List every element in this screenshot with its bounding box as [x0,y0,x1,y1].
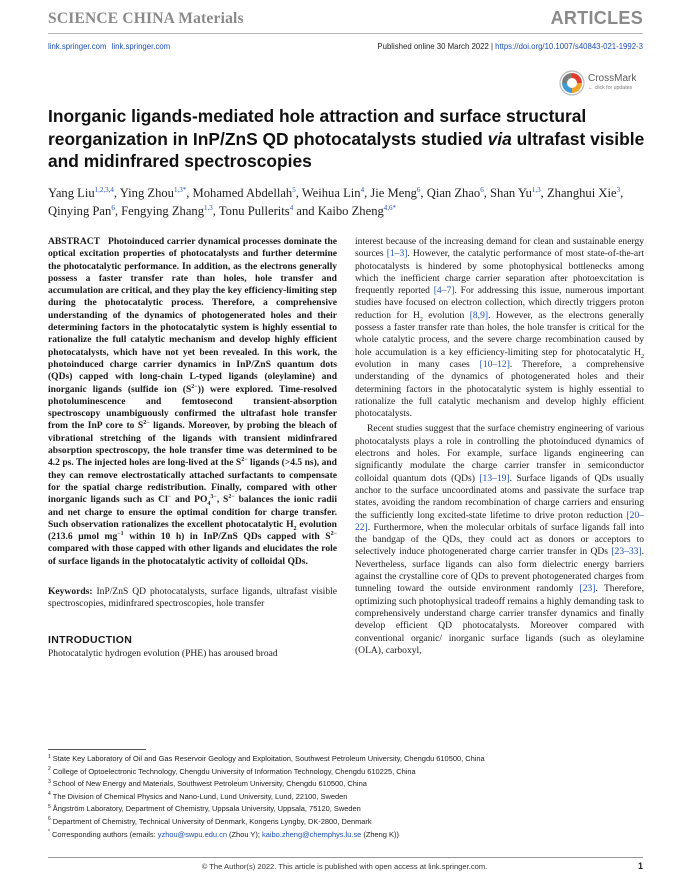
page-number: 1 [637,861,643,871]
author: Tonu Pullerits$^4$ [218,203,294,218]
citation-link[interactable]: [20–22] [355,509,644,533]
footer-divider [48,857,643,858]
body-paragraph-1: interest because of the increasing demand for clean and sustainable energy sources [1–3]. However, the catalytic performance of most state-of-the-art photocatalysts is hindered by some photophysical bottlenecks among which the inefficient charge carrier separation after photoexcitation is frequently reported [4–7]. For addressing this issue, numerous important studies have focused on electron collection, which directly triggers proton reduction for $H_2$ evolution [8,9]. However, as the electrons generally possess a faster transfer rate than holes, the hole transfer is critical for the whole catalytic process, and the severe charge recombination caused by hole accumulation is a key efficiency-limiting step for photocatalytic $H_2$ evolution in many cases [10–12]. Therefore, a comprehensive understanding of the dynamics of photogenerated holes and their determining factors in the photocatalytic system is highly essential to rationalize the full catalytic mechanism and develop highly efficient photocatalysts. [355,236,645,420]
copyright-notice: © The Author(s) 2022. This article is published with open access at link.springer.com. [201,862,488,871]
email-link[interactable]: yzhou@swpu.edu.cn [157,829,227,839]
citation-link[interactable]: [13–19] [479,472,510,484]
author: Ying Zhou$^{1,3*}$ [119,185,187,200]
affiliation: $^2$ College of Optoelectronic Technology, Chengdu University of Information Technology, Chengdu 610225, China [48,766,416,776]
citation-link[interactable]: [4–7] [433,285,455,297]
affiliation: $^5$ Ångström Laboratory, Department of Chemistry, Uppsala University, Uppsala, 75120, Sweden [48,803,361,814]
publication-info [377,42,643,51]
affiliation: $^4$ The Division of Chemical Physics and Nano-Lund, Lund University, Lund, 22100, Sweden [48,791,348,801]
email-link[interactable]: kaibo.zheng@chemphys.lu.se [261,829,362,839]
author: Qian Zhao$^6$ [426,185,484,200]
section-label: ARTICLES [550,8,643,28]
published-date: Published online 30 March 2022 | [377,42,496,51]
author: Qinying Pan$^6$ [48,203,115,218]
author: Fengying Zhang$^{1,3}$ [121,203,213,218]
affiliations [48,753,648,841]
crossmark-icon [559,70,585,96]
header-divider [48,33,643,34]
journal-name: SCIENCE CHINA Materials [48,10,244,27]
author: Kaibo Zheng$^{4,6*}$ [317,203,397,218]
affiliation: $^1$ State Key Laboratory of Oil and Gas Reservoir Geology and Exploitation, Southwest Petroleum University, Chengdu 610500, China [48,753,485,763]
author: Weihua Lin$^4$ [301,185,365,200]
citation-link[interactable]: [8,9] [469,309,489,321]
doi-link[interactable]: https://doi.org/10.1007/s40843-021-1992-3 [495,42,643,51]
citation-link[interactable]: [1–3] [386,248,408,260]
springer-link-1[interactable]: link.springer.com [48,42,107,51]
author: Jie Meng$^6$ [370,185,421,200]
author: Mohamed Abdellah$^5$ [192,185,296,200]
journal-links [48,42,173,51]
abstract-heading: ABSTRACT [48,236,100,247]
keywords-heading: Keywords: [48,586,93,598]
author: Yang Liu$^{1,2,3,4}$ [48,185,114,200]
left-column [48,236,337,660]
citation-link[interactable]: [23] [579,583,596,595]
introduction-text: Photocatalytic hydrogen evolution (PHE) has aroused broad [48,647,278,659]
body-paragraph-2: Recent studies suggest that the surface chemistry engineering of various photocatalysts plays a role in controlling the photoinduced dynamics of electrons and holes. For example, surface ligands engineering can significantly modulate the charge carrier transfer in semiconductor colloidal quantum dots (QDs) [13–19]. Surface ligands of QDs usually anchor to the surface uncoordinated atoms and passivate the surface trap states, avoiding the random recombination of charge carriers and ensuring the sufficiently long excited-state lifetime to drive proton reduction [20–22]. Furthermore, when the molecular orbitals of surface ligands fall into the bandgap of the QDs, they could act as donors or acceptors to selectively induce photogenerated charge carrier transfer in QDs [23–33]. Nevertheless, surface ligands can also form dielectric energy barriers against the crystalline core of QDs to prevent photogenerated charges from tunneling toward the outside environment randomly [23]. Therefore, optimizing such photophysical tradeoff remains a highly demanding task to comprehensively understand charge carrier transfer dynamics and finally develop efficient QD photocatalysts. Moreover compared with conventional organic/ inorganic surface ligands (such as oleylamine (OLA), carboxyl, [355,423,644,656]
article-title: Inorganic ligands-mediated hole attraction and surface structural reorganization in InP/ZnS QD photocatalysts studied via ultrafast visible and midinfrared spectroscopies [48,106,645,171]
keywords: Keywords: InP/ZnS QD photocatalysts, surface ligands, ultrafast visible spectroscopies, midinfrared spectroscopies, hole transfer [48,586,337,610]
crossmark-title: CrossMark [588,73,637,85]
corresponding-authors: * Corresponding authors (emails: yzhou@swpu.edu.cn (Zhou Y); kaibo.zheng@chemphys.lu.se (Zheng K)) [48,829,399,839]
abstract: ABSTRACT Photoinduced carrier dynamical processes dominate the optical excitation properties of photocatalysts and further determine the photocatalytic performance. In addition, as the electrons generally possess a faster transfer rate than holes, hole transfer and accumulation are critical, and they play the key efficiency-limiting step during the photocatalytic process. Therefore, a comprehensive understanding of the dynamics of photogenerated holes and their determining factors in the photocatalytic system is highly essential to rationalize the full catalytic mechanism and develop highly efficient photocatalysts, which have not yet been revealed. In this work, the photoinduced charge carrier dynamics in InP/ZnS quantum dots (QDs) capped with long-chain L-typed ligands (oleylamine) and inorganic ligands (sulfide ion $(S^{2-})$) were explored. Time-resolved photoluminescence and femtosecond transient-absorption spectroscopy unambiguously confirmed the ultrafast hole transfer from the InP core to $S^{2-}$ ligands. Moreover, by probing the bleach of vibrational stretching of the ligands with transient midinfrared absorption spectroscopy, the hole transfer time was determined to be 4.2 ps. The injected holes are long-lived at the $S^{2-}$ ligands (>4.5 ns), and they can remove electrostatically attached surfactants to compensate for the spatial charge redistribution. Finally, compared with other inorganic ligands such as Cl− and $PO_4^{3-}$, $S^{2-}$ balances the ionic radii and net charge to ensure the optimal condition for charge transfer. Such observation rationalizes the excellent photocatalytic $H_2$ evolution (213.6 μmol $mg^{-1}$ within 10 h) in InP/ZnS QDs capped with $S^{2-}$ compared with those capped with other ligands and elucidates the role of surface ligands in the photocatalytic activity of colloidal QDs. [48,236,338,567]
right-column [355,236,644,657]
introduction-heading: INTRODUCTION [48,633,133,646]
affiliation: $^6$ Department of Chemistry, Technical University of Denmark, Kongens Lyngby, DK-2800, Denmark [48,816,372,826]
springer-link-2[interactable]: link.springer.com [111,42,171,51]
author: Zhanghui Xie$^3$ [546,185,621,200]
citation-link[interactable]: [23–33] [611,546,642,558]
crossmark-badge[interactable] [559,69,645,97]
footnote-divider [48,749,146,750]
crossmark-subtitle: ← click for updates [588,85,633,92]
citation-link[interactable]: [10–12] [479,358,510,370]
author-list: Yang Liu$^{1,2,3,4}$, Ying Zhou$^{1,3*}$, Mohamed Abdellah$^5$, Weihua Lin$^4$, Jie Meng$^6$, Qian Zhao$^6$, Shan Yu$^{1,3}$, Zhanghui Xie$^3$, Qinying Pan$^6$, Fengying Zhang$^{1,3}$, Tonu Pullerits$^4$ and Kaibo Zheng$^{4,6*}$ [48,185,624,218]
affiliation: $^3$ School of New Energy and Materials, Southwest Petroleum University, Chengdu 610500, China [48,778,367,789]
author: Shan Yu$^{1,3}$ [490,185,541,200]
